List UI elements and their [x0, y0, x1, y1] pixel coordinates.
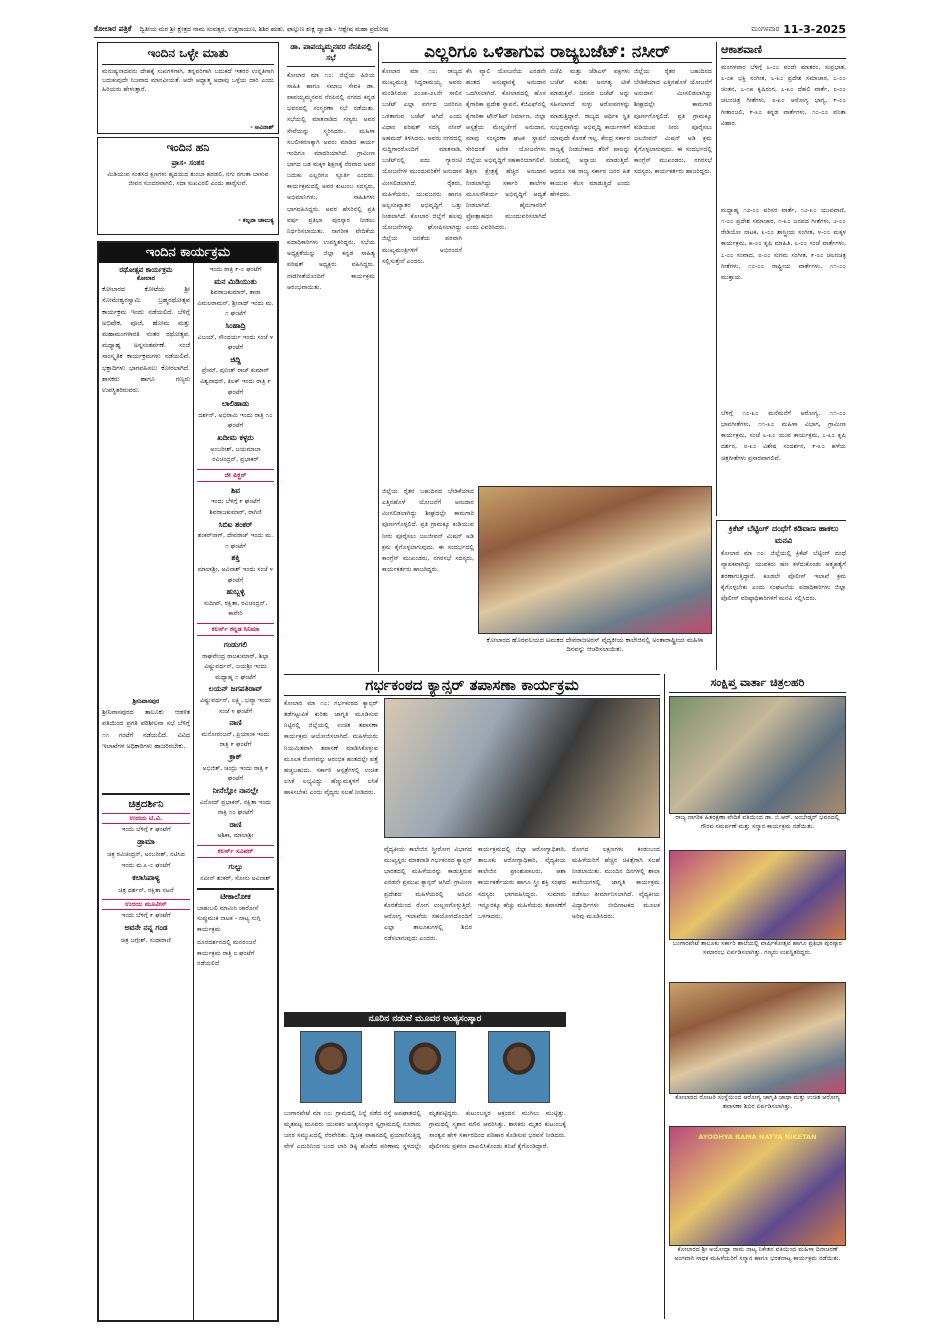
paper-name: ಕೋಲಾರ ಪತ್ರಿಕೆ — [94, 24, 132, 34]
radio-text: ಬೆಳಿಗ್ಗೆ ೧೦-೩೦ ಮನೆಮನೆಗೆ ಆರೋಗ್ಯ, ೧೧-೦೦ ಭಾವಗೀತೆಗಳು, ೧೧-೩೦ ಮಹಿಳಾ ವಿಭಾಗ, ಗ್ರಾಮೀಣ ಕಾರ್ಯಕ್ರಮ, ಸಂಜೆ ೬-೩೦ ಯುವ ಕಾರ್ಯಕ್ರಮ, ೭-೩೦ ಕೃಷಿ ದರ್ಶನ, ೮-೩೦ ವಿಶೇಷ ಸಂದರ್ಶನ, ೯-೩೦ ಹಳೆಯ ಚಿತ್ರಗೀತೆಗಳು ಪ್ರಸಾರವಾಗಲಿವೆ. — [721, 409, 846, 462]
news-caption: ಬಂಗಾರಪೇಟೆ ತಾಲೂಕು ಸರ್ಕಾರಿ ಶಾಲೆಯಲ್ಲಿ ವಾರ್ಷಿಕೋತ್ಸವ ಹಾಗೂ ಪ್ರತಿಭಾ ಪುರಸ್ಕಾರ ಸಮಾರಂಭ ಏರ್ಪಡಿಸಲಾಗಿತ್ತು. ಗಣ್ಯರು ಉಪಸ್ಥಿತರಿದ್ದರು. — [672, 940, 843, 956]
good-words-text: ಮನುಷ್ಯನಾದವನು ದೇಹಕ್ಕೆ ಸುಖಗಳಿಗಾಗಿ, ತನ್ನವರಿಗಾಗಿ ಬದುಕದೆ ಇತರರ ಉನ್ನತಿಗಾಗಿ ಬದುಕುವುದೇ ನಿಜವಾದ ಮಾನವೀಯತೆ. ಅದೇ ಆಧ್ಯಾತ್ಮ ಅದಾವು ಒಳ್ಳೆಯ ದಾರಿ ಎಂದು ಹಿರಿಯರು ಹೇಳುತ್ತಾರೆ. — [102, 68, 274, 94]
program-text: ಶಿವರಾಜಕುಮಾರ್, ತಾರಾ ವಿಮಲರಾಮನ್, ಶ್ರೀನಾಥ್ ಇಂದು ಮ. ೧ ಘಂಟೆಗೆ — [197, 289, 274, 318]
program-text: ಸುದೀಪ್, ರಕ್ಷಿತಾ, ರವಿಚಂದ್ರನ್, ಕಾವೇರಿ — [203, 599, 268, 618]
hani-subtitle: ಪ್ರಾಸ- ಸಂತಸ — [171, 157, 205, 167]
program-text: ಅಶಿಕಾ, ಮಾಲಾಶ್ರೀ — [217, 832, 254, 840]
tribute-headline: ನೂರಿನ ನಡುವೆ ಮೂವರ ಅಂತ್ಯಸಂಸ್ಕಾರ — [284, 1012, 566, 1027]
news-caption: ಕೋಲಾರದ ರೋಟರಿ ಸಂಸ್ಥೆಯಿಂದ ಆರೋಗ್ಯ ಜಾಗೃತಿ ಜಾಥಾ ಮತ್ತು ಉಚಿತ ಆರೋಗ್ಯ ತಪಾಸಣಾ ಶಿಬಿರ ಏರ್ಪಡಿಸಲಾಗಿತ್ತು. — [675, 1094, 840, 1110]
news-caption: ರಾಜ್ಯ ನಾಗರಿಕ ಹಿತರಕ್ಷಣಾ ವೇದಿಕೆ ವತಿಯಿಂದ ಡಾ. ಬಿ.ಆರ್. ಅಂಬೇಡ್ಕರ್ ಭವನದಲ್ಲಿ ಗೌರವ ಸಮರ್ಪಣೆ ಮತ್ತು ಸನ್ಮಾನ ಕಾರ್ಯಕ್ರಮ ನಡೆಯಿತು. — [675, 814, 840, 830]
masthead-date: 11-3-2025 — [783, 22, 846, 36]
chitra-item: ಇಂದು ಮ.೩-೦ ಘಂಟೆಗೆ — [121, 861, 171, 869]
todays-hani-box — [97, 137, 279, 235]
short-news-headline: ಸಂಕ್ಷಿಪ್ತ ವಾರ್ತಾ ಚಿತ್ರಲಹರಿ — [669, 674, 846, 693]
program-title: ಲಯನ್ ಜಗಪತಿರಾವ್ — [208, 684, 263, 694]
program-block — [197, 398, 274, 432]
programs-title: ಇಂದಿನ ಕಾರ್ಯಕ್ರಮ — [99, 243, 277, 263]
cancer-col: ಕಾರ್ಯಕ್ರಮದಲ್ಲಿ ಜಿಲ್ಲಾ ಆರೋಗ್ಯಾಧಿಕಾರಿ, ತಾಲೂಕು ಆರೋಗ್ಯಾಧಿಕಾರಿ, ವೈದ್ಯಕೀಯ ಕಾಲೇಜಿನ ಪ್ರಾಂಶುಪಾಲರು, ಆಶಾ ಕಾರ್ಯಕರ್ತೆಯರು ಹಾಗೂ ಸ್ತ್ರೀ ಶಕ್ತಿ ಸಂಘದ ಸದಸ್ಯರು ಭಾಗವಹಿಸಿದ್ದರು. ಸುಮಾರು ಇನ್ನೂರಕ್ಕೂ ಹೆಚ್ಚು ಮಹಿಳೆಯರು ತಪಾಸಣೆಗೆ ಒಳಗಾದರು. — [478, 846, 566, 920]
program-title: ಮನ ಮಿಡಿಯುತು — [214, 276, 257, 286]
news-photo — [669, 1126, 846, 1246]
lead-story — [382, 42, 712, 484]
rathotsava-place: ಕೋಲಾರ — [136, 275, 156, 283]
programs-right-column — [194, 263, 277, 1320]
radio-box — [716, 42, 846, 516]
lead-col: ಕೋಲಾರ ಮಾ ೧೦: ರಾಜ್ಯದ ಮುಖ್ಯಮಂತ್ರಿ ಸಿದ್ದರಾಮಯ್ಯ ಅವರು ಮಂಡಿಸಿರುವ ೨೦೨೫-೨೬ನೇ ಸಾಲಿನ ಬಜೆಟ್ ಎಲ್ಲಾ ವರ್ಗದ ಜನರಿಗೂ ಒಳಿತಾಗುವ ಬಜೆಟ್ ಆಗಿದೆ ಎಂದು ವಿಧಾನ ಪರಿಷತ್ ಸದಸ್ಯ ನಸೀರ್ ಅಹಮದ್ ತಿಳಿಸಿದರು. ಅವರು ನಗರದಲ್ಲಿ ಸುದ್ದಿಗಾರರೊಂದಿಗೆ ಮಾತನಾಡಿ, ಬಜೆಟ್‌ನಲ್ಲಿ ಐದು ಗ್ಯಾರಂಟಿ ಯೋಜನೆಗಳ ಮುಂದುವರಿಕೆಗೆ ಅನುದಾನ ಮೀಸಲಿಡಲಾಗಿದೆ. ರೈತರು, ಮಹಿಳೆಯರು, ಯುವಜನರು ಹಾಗೂ ಅಲ್ಪಸಂಖ್ಯಾತರ ಅಭಿವೃದ್ಧಿಗೆ ಒತ್ತು ನೀಡಲಾಗಿದೆ. ಕೋಲಾರ ಜಿಲ್ಲೆಗೆ ಹಲವು ಯೋಜನೆಗಳನ್ನು ಘೋಷಿಸಲಾಗಿದ್ದು ಜಿಲ್ಲೆಯ ಜನತೆಯ ಪರವಾಗಿ ಮುಖ್ಯಮಂತ್ರಿಗಳಿಗೆ ಅಭಿನಂದನೆ ಸಲ್ಲಿಸುತ್ತೇನೆ ಎಂದರು. — [382, 68, 462, 265]
udaya-item: ಚಿತ್ರ ಜಗ್ಗೇಶ್, ಸುಧಾರಾಣಿ — [120, 936, 172, 944]
tv-item: ಬಾಹುಬಲಿ ಮಾಮಿಸಿ ಚಾರೋಸೆ ಸುಪ್ಪುಮುಕ ನಾಟಕ - ನಾಟ್ಯ ಸುಗ್ಗಿ ಕಾರ್ಯಕ್ರಮ — [197, 904, 261, 933]
rathotsava-text: ಕೋಲಾರದ ಕೋಟೆಯ ಶ್ರೀ ಸೋಮೇಶ್ವರಸ್ವಾಮಿ ಬ್ರಹ್ಮರಥೋತ್ಸವ ಕಾರ್ಯಕ್ರಮ ಇಂದು ನಡೆಯಲಿದೆ. ಬೆಳಿಗ್ಗೆ ಅಭಿಷೇಕ, ಪೂಜೆ, ಹೋಮ ಮತ್ತು ಮಹಾಮಂಗಳಾರತಿ ನಂತರ ರಥೋತ್ಸವ. ಮಧ್ಯಾಹ್ನ ಅನ್ನಸಂತರ್ಪಣೆ. ಸಂಜೆ ಸಾಂಸ್ಕೃತಿಕ ಕಾರ್ಯಕ್ರಮಗಳು ನಡೆಯಲಿವೆ. ಭಕ್ತಾದಿಗಳು ಭಾಗವಹಿಸಲು ಕೋರಲಾಗಿದೆ. ಶಾಸಕರು ಹಾಗೂ ಗಣ್ಯರು ಉಪಸ್ಥಿತರಿರುವರು. — [102, 285, 190, 394]
radio-text: ಮಧ್ಯಾಹ್ನ ೧೨-೦೦ ಪರಿಸರ ವಾರ್ತೆ, ೧೨-೩೦ ಯುವವಾಣಿ, ೧-೦೦ ಪ್ರದೇಶ ಸಮಾಚಾರ, ೧-೩೦ ಜನಪದ ಗೀತೆಗಳು, ೨-೦೦ ರೇಡಿಯೋ ನಾಟಕ, ೩-೦೦ ಶಾಸ್ತ್ರೀಯ ಸಂಗೀತ, ೪-೦೦ ಮಕ್ಕಳ ಕಾರ್ಯಕ್ರಮ, ೫-೦೦ ಕೃಷಿ ಮಾಹಿತಿ, ೬-೦೦ ಸಂಜೆ ವಾರ್ತೆಗಳು, ೭-೦೦ ಸಂವಾದ, ೮-೦೦ ಸುಗಮ ಸಂಗೀತ, ೯-೦೦ ಚಲನಚಿತ್ರ ಗೀತೆಗಳು, ೧೦-೦೦ ರಾಷ್ಟ್ರೀಯ ವಾರ್ತೆಗಳು, ೧೧-೦೦ ಮುಕ್ತಾಯ. — [721, 206, 846, 281]
good-words-author: - ಅವಿನಾಶ್ — [250, 124, 274, 132]
program-title: ರಾಣಿ — [229, 819, 242, 829]
srinivasapura-text: ಶ್ರೀನಿವಾಸಪುರದ ತಾಲೂಕು ಆಡಳಿತ ವತಿಯಿಂದ ಪ್ರಗತಿ ಪರಿಶೀಲನಾ ಸಭೆ ಬೆಳಿಗ್ಗೆ ೧೧ ಗಂಟೆಗೆ ನಡೆಯಲಿದೆ. ವಿವಿಧ ಇಲಾಖೆಗಳ ಅಧಿಕಾರಿಗಳು ಹಾಜರಿರಬೇಕು. — [102, 708, 190, 750]
person-photo — [300, 1031, 362, 1103]
hani-author: - ಕಲ್ಪನಾ ಚಾಲುಕ್ಯ — [238, 216, 274, 224]
program-block — [197, 717, 274, 751]
program-text: ಅಭಿಜಿತ್, ಚಂದ್ರು ಇಂದು ರಾತ್ರಿ ೯ ಘಂಟೆಗೆ — [202, 764, 269, 783]
program-block — [197, 586, 274, 620]
chitra-item: ಚಿತ್ರ ರವಿಚಂದ್ರನ್, ಅಂಬರೀಶ್, ನಟಿಸಿದ — [107, 850, 185, 858]
udaya-list — [102, 910, 190, 946]
zee-picture-channel: ಜೀ ಪಿಕ್ಚರ್ — [197, 469, 274, 482]
program-text: ಅಂಬರೀಶ್, ಜಯಮಾಲಾ ರವಿಚಂದ್ರನ್, ಪ್ರಭಾಕರ್ — [210, 445, 261, 464]
news-photo — [669, 850, 846, 940]
lead-photo-caption: ಕೋಲಾರದ ಹೊರವಲಯದ ಟಮಕದ ದೇವರಾಜಅರಸ್ ವೈದ್ಯಕೀಯ ಕಾಲೇಜಿನಲ್ಲಿ ಅಂತಾರಾಷ್ಟ್ರೀಯ ಮಹಿಳಾ ದಿನವನ್ನು ಆಚರಿಸಲಾಯಿತು. — [486, 636, 704, 654]
programs-left-column — [99, 263, 194, 1320]
program-text: ಪ್ರೇಮ್, ಪುನೀತ್ ರಾಜ್ ಕುಮಾರ್ ವಿಶ್ವನಾಥನ್, ತಿಲಕ್ ಇಂದು ರಾತ್ರಿ ೯ ಘಂಟೆಗೆ — [200, 367, 271, 396]
radio-text: ಮಂಗಳವಾರ ಬೆಳಿಗ್ಗೆ ೬-೦೦ ವಂದೇ ಮಾತರಂ, ಸುಪ್ರಭಾತ, ೬-೦೫ ಭಕ್ತಿ ಸಂಗೀತ, ೬-೩೦ ಪ್ರದೇಶ ಸಮಾಚಾರ, ೭-೦೦ ಚಿಂತನ, ೭-೧೫ ಕೃಷಿರಂಗ, ೭-೩೦ ದೆಹಲಿ ವಾರ್ತೆ, ೮-೦೦ ಚಲನಚಿತ್ರ ಗೀತೆಗಳು, ೮-೩೦ ಆರೋಗ್ಯ ಭಾಗ್ಯ, ೯-೦೦ ಗೀತಾಂಜಲಿ, ೯-೩೦ ಕನ್ನಡ ವಾರ್ತೆಗಳು, ೧೦-೦೦ ವನಿತಾ ವಿಹಾರ. — [721, 63, 846, 127]
good-words-title: ಇಂದಿನ ಒಳ್ಳೇ ಮಾತು — [102, 45, 274, 65]
program-text: ರಾಘವೇಂದ್ರ ರಾಜಕುಮಾರ್, ಶಿಲ್ಪಾ ವಿಷ್ಣುವರ್ಧನ್, ಜಯಶ್ರೀ ಇಂದು ಮಧ್ಯಾಹ್ನ ೧ ಘಂಟೆಗೆ — [202, 652, 269, 681]
cancer-col: ವೈದ್ಯಕೀಯ ಕಾಲೇಜಿನ ಸ್ತ್ರೀರೋಗ ವಿಭಾಗದ ಮುಖ್ಯಸ್ಥರು ಮಾತನಾಡಿ ಗರ್ಭಕಂಠದ ಕ್ಯಾನ್ಸರ್ ಭಾರತದಲ್ಲಿ ಮಹಿಳೆಯರನ್ನು ಕಾಡುತ್ತಿರುವ ಎರಡನೇ ಪ್ರಮುಖ ಕ್ಯಾನ್ಸರ್ ಆಗಿದೆ. ಗ್ರಾಮೀಣ ಪ್ರದೇಶದ ಮಹಿಳೆಯರಲ್ಲಿ ಅರಿವಿನ ಕೊರತೆಯಿಂದ ರೋಗ ಉಲ್ಬಣಗೊಳ್ಳುತ್ತಿದೆ. ಆರೋಗ್ಯ ಇಲಾಖೆಯ ಸಹಯೋಗದೊಂದಿಗೆ ಎಲ್ಲಾ ತಾಲೂಕುಗಳಲ್ಲಿ ಶಿಬಿರ ನಡೆಸಲಾಗುವುದು ಎಂದರು. — [384, 846, 472, 943]
person-photo — [488, 1031, 550, 1103]
good-words-box — [97, 42, 279, 134]
masthead-tagline: ದ್ವಿತೀಯ ಮಠ ಶ್ರೀ ಕ್ಷೇತ್ರದ ನಾಮ ಸಂವತ್ಸರ, ಉತ್ತರಾಯಣ, ಶಿಶಿರ ಋತು, ಫಾಲ್ಗುಣ ಶುಕ್ಲ ದ್ವಾದಶಿ - ಆಶ್ಲೇಷ ಮಹಾ ಪ್ರದೋಷ — [139, 25, 389, 33]
lead-story-continued: ಜಿಲ್ಲೆಯ ರೈತರ ಬಹುದಿನದ ಬೇಡಿಕೆಯಾದ ಎತ್ತಿನಹೊಳೆ ಯೋಜನೆಗೆ ಅನುದಾನ ಮೀಸಲಿಡಲಾಗಿದ್ದು ಶೀಘ್ರದಲ್ಲೇ ಕಾಮಗಾರಿ ಪೂರ್ಣಗೊಳ್ಳಲಿದೆ. ಪ್ರತಿ ಗ್ರಾಮಕ್ಕೂ ಕುಡಿಯುವ ನೀರು ಪೂರೈಸಲು ಜಲಜೀವನ್ ಮಿಷನ್ ಅಡಿ ಕ್ರಮ ಕೈಗೊಳ್ಳಲಾಗುವುದು. ಈ ಸಂದರ್ಭದಲ್ಲಿ ಕಾಂಗ್ರೆಸ್ ಮುಖಂಡರು, ನಗರಸಭೆ ಸದಸ್ಯರು, ಕಾರ್ಯಕರ್ತರು ಹಾಜರಿದ್ದರು. — [382, 488, 474, 574]
program-title: ಕ್ರಾಕ್ — [229, 751, 242, 761]
program-title: ಗಂಡುಗಲಿ — [223, 640, 248, 649]
program-block — [197, 819, 274, 842]
program-title: ಹುಬ್ಬಳ್ಳಿ — [226, 587, 245, 597]
program-text: ನವೀನ್ ಶಂಕರ್, ಸೋನು ಅವಿನಾಶ್ — [200, 874, 271, 882]
program-block — [197, 861, 274, 884]
person-photo — [394, 1031, 456, 1103]
program-title: ಗುಲ್ಟು — [228, 861, 243, 871]
lead-photo — [478, 486, 712, 634]
program-block — [197, 432, 274, 466]
program-text: ವಿನೋದ್ ಪ್ರಭಾಕರ್, ರಕ್ಷಿತಾ ಇಂದು ರಾತ್ರಿ ೧೦ ಘಂಟೆಗೆ — [199, 798, 272, 817]
news-photo — [669, 982, 846, 1094]
chitra-channel: ಉದಯ ಟಿ.ವಿ. — [102, 813, 190, 824]
chitra-item: ಇಂದು ಬೆಳಿಗ್ಗೆ ೯ ಘಂಟೆಗೆ — [121, 826, 171, 834]
program-block — [197, 519, 274, 553]
side-story — [284, 42, 379, 672]
program-title: ಖದೀಮ ಕಳ್ಳರು — [217, 432, 254, 442]
news-caption: ಕೋಲಾರದ ಶ್ರೀ ಅಯೋಧ್ಯಾ ರಾಮ ನಾಟ್ಯ ನಿಕೇತನ ವತಿಯಿಂದ ಮಹಿಳಾ ದಿನಾಚರಣೆ ಅಂಗವಾಗಿ ಸಾಧಕ ಮಹಿಳೆಯರಿಗೆ ಸನ್ಮಾನ ಹಾಗೂ ಭರತನಾಟ್ಯ ಕಾರ್ಯಕ್ರಮ ನಡೆಯಿತು. — [674, 1246, 841, 1262]
tribute-text: ಬಂಗಾರಪೇಟೆ ಮಾ ೧೦: ಗ್ರಾಮದಲ್ಲಿ ನಿನ್ನೆ ನಡೆದ ರಸ್ತೆ ಅಪಘಾತದಲ್ಲಿ ಮೃತಪಟ್ಟ ಮೂವರು ಯುವಕರ ಅಂತ್ಯಸಂಸ್ಕಾರ ಸ್ವಗ್ರಾಮದಲ್ಲಿ ನೂರಾರು ಜನರ ಸಮ್ಮುಖದಲ್ಲಿ ನೆರವೇರಿತು. ದ್ವಿಚಕ್ರ ವಾಹನದಲ್ಲಿ ಪ್ರಯಾಣಿಸುತ್ತಿದ್ದ ವೇಳೆ ಎದುರಿನಿಂದ ಬಂದ ಲಾರಿ ಡಿಕ್ಕಿ ಹೊಡೆದ ಪರಿಣಾಮ ಸ್ಥಳದಲ್ಲೇ ಮೃತಪಟ್ಟಿದ್ದರು. ಕುಟುಂಬಸ್ಥರ ಆಕ್ರಂದನ ಮುಗಿಲು ಮುಟ್ಟಿತ್ತು. ಗ್ರಾಮದಲ್ಲಿ ಸ್ಮಶಾನ ಮೌನ ಆವರಿಸಿತ್ತು. ಶಾಸಕರು ಮೃತರ ಕುಟುಂಬಕ್ಕೆ ಸಾಂತ್ವನ ಹೇಳಿ ಸರ್ಕಾರದಿಂದ ಪರಿಹಾರ ಕೊಡಿಸುವ ಭರವಸೆ ನೀಡಿದರು. ಪೊಲೀಸರು ಪ್ರಕರಣ ದಾಖಲಿಸಿಕೊಂಡು ತನಿಖೆ ಕೈಗೊಂಡಿದ್ದಾರೆ. — [284, 1110, 566, 1151]
cancer-col: ರೋಗದ ಲಕ್ಷಣಗಳು ಕಂಡುಬಂದ ಮಹಿಳೆಯರಿಗೆ ಹೆಚ್ಚಿನ ಚಿಕಿತ್ಸೆಗಾಗಿ ಸಲಹೆ ನೀಡಲಾಯಿತು. ಮುಂದಿನ ದಿನಗಳಲ್ಲಿ ಶಾಲಾ ಕಾಲೇಜುಗಳಲ್ಲಿ ಜಾಗೃತಿ ಕಾರ್ಯಕ್ರಮ ನಡೆಸಲು ತೀರ್ಮಾನಿಸಲಾಗಿದೆ. ವೈದ್ಯಕೀಯ ವಿದ್ಯಾರ್ಥಿಗಳು ಬೀದಿನಾಟಕದ ಮೂಲಕ ಅರಿವು ಮೂಡಿಸಿದರು. — [572, 846, 660, 920]
udaya-item: ಇಂದು ಬೆಳಿಗ್ಗೆ ೯ ಘಂಟೆಗೆ — [121, 912, 171, 920]
masthead-day: ಮಂಗಳವಾರ — [751, 25, 780, 34]
program-text: ಮಾಲಾಶ್ರೀ, ಅವಿನಾಶ್ ಇಂದು ಸಂಜೆ ೪ ಘಂಟೆಗೆ — [197, 566, 274, 584]
program-title: ಶಿವ — [231, 485, 240, 495]
program-text: ವಿಷ್ಣುವರ್ಧನ್, ಲಕ್ಷ್ಮಿ, ಭವ್ಯಾ ಇಂದು ಸಂಜೆ ೪ ಘಂಟೆಗೆ — [200, 697, 271, 715]
program-text: ಇಂದು ಬೆಳಿಗ್ಗೆ ೯ ಘಂಟೆಗೆ ಶಿವರಾಜಕುಮಾರ್, ರಾಗಿಣಿ — [209, 498, 262, 516]
colors-kannada-cinema-channel: ಕಲರ್ಸ್ ಕನ್ನಡ ಸಿನಿಮಾ — [197, 623, 274, 636]
program-title: ಸಿಂಹಾದ್ರಿ — [225, 320, 246, 330]
chitra-item: ಕಲಾಸಿಪಾಳ್ಯ — [132, 873, 160, 882]
program-title: ನಾಣಿ — [229, 718, 242, 728]
program-block — [197, 683, 274, 717]
program-block — [197, 552, 274, 586]
news-photo — [669, 696, 846, 814]
program-title: ಜಿದ್ದಿ — [230, 354, 241, 364]
program-block — [197, 785, 274, 819]
hani-title: ಇಂದಿನ ಹನಿ — [166, 141, 210, 154]
colors-super-channel: ಕಲರ್ಸ್ ಸೂಪರ್ — [197, 845, 274, 858]
program-text: ಶಂಕರ್‌ನಾಗ್, ದೇವರಾಜ್ ಇಂದು ಮ. ೧ ಘಂಟೆಗೆ — [197, 532, 274, 550]
program-block — [197, 354, 274, 398]
short-news — [664, 674, 846, 1319]
program-block — [197, 751, 274, 785]
program-title: ಸಿಬಿಐ ಶಂಕರ್ — [218, 519, 253, 529]
program-block — [197, 320, 274, 354]
srinivasapura-heading: ಶ್ರೀನಿವಾಸಪುರ — [132, 698, 160, 706]
lead-col: ಬಿಜೆಪಿ ಮತ್ತು ಜೆಡಿಎಸ್ ಪಕ್ಷಗಳು ಬಜೆಟ್ ಕುರಿತು ಅನಗತ್ಯ ಟೀಕೆ ಮಾಡುತ್ತಿವೆ. ಜನಪರ ಬಜೆಟ್ ಅನ್ನು ಸಹಿಸಲಾಗದೆ ಸುಳ್ಳು ಆರೋಪಗಳನ್ನು ಮಾಡುತ್ತಿದ್ದಾರೆ. ರಾಜ್ಯದ ಆರ್ಥಿಕ ಸ್ಥಿತಿ ಸುಭದ್ರವಾಗಿದ್ದು ಅಭಿವೃದ್ಧಿ ಕಾರ್ಯಗಳಿಗೆ ಯಾವುದೇ ಕೊರತೆ ಇಲ್ಲ. ಕೇಂದ್ರ ಸರ್ಕಾರ ರಾಜ್ಯಕ್ಕೆ ನೀಡಬೇಕಾದ ತೆರಿಗೆ ಪಾಲನ್ನು ನೀಡುವಲ್ಲಿ ಅನ್ಯಾಯ ಮಾಡುತ್ತಿದೆ. ಆದರೂ ಸಹ ರಾಜ್ಯ ಸರ್ಕಾರ ಜನರ ಹಿತ ಕಾಯುವ ಕೆಲಸ ಮಾಡುತ್ತಿದೆ ಎಂದು ಹೇಳಿದರು. — [550, 68, 630, 198]
program-text: ಮನೋರಂಜನ್, ಪ್ರಿಯಾಂಕ ಇಂದು ರಾತ್ರಿ ೯ ಘಂಟೆಗೆ — [201, 730, 270, 749]
program-block — [197, 485, 274, 519]
side-story-headline: ಡಾ. ಪಾಪಯ್ಯಮ್ಮನವರ ನೆನಪಿನಲ್ಲಿ ಸಭೆ — [287, 42, 375, 67]
hani-text: ಮಿಡಿಯುವ ಸಂತಸದ ಕ್ಷಣಗಳು ಹೃದಯದ ತುಂಬಾ ಹರಡಲಿ, ನಗು ನಗುತಾ ಬಾಳುವ ಜೀವನ ಸುಂದರವಾಗಲಿ, ಸದಾ ಸುಖವಿರಲಿ ಎಂದು ಹಾರೈಸುವೆ. — [107, 170, 269, 187]
udaya-item: ಅವನೇ ನನ್ನ ಗಂಡ — [124, 923, 168, 933]
udaya-movies-channel: ಉದಯ ಮೂವೀಸ್ — [102, 899, 190, 910]
programs-section — [97, 241, 279, 1322]
chitra-item: ಡ್ರಾಮಾ — [137, 837, 155, 847]
program-block — [197, 265, 274, 320]
masthead — [94, 22, 846, 38]
radio-title: ಆಕಾಶವಾಣಿ — [721, 42, 846, 59]
cancer-headline: ಗರ್ಭಕಂಠದ ಕ್ಯಾನ್ಸರ್ ತಪಾಸಣಾ ಕಾರ್ಯಕ್ರಮ — [284, 674, 660, 696]
chitra-list — [102, 824, 190, 896]
cricket-headline: ಕ್ರಿಕೆಟ್ ಬೆಟ್ಟಿಂಗ್ ದಂಧೆಗೆ ಕಡಿವಾಣ ಹಾಕಲು ಮನವಿ — [728, 524, 839, 545]
program-title: ಶಕ್ತಿ — [231, 553, 240, 563]
tv-title: ಟೀಕಾಲೋಕ — [220, 892, 251, 902]
lead-col: ಜಿಲ್ಲೆಯ ರೈತರ ಬಹುದಿನದ ಬೇಡಿಕೆಯಾದ ಎತ್ತಿನಹೊಳೆ ಯೋಜನೆಗೆ ಅನುದಾನ ಮೀಸಲಿಡಲಾಗಿದ್ದು ಶೀಘ್ರದಲ್ಲೇ ಕಾಮಗಾರಿ ಪೂರ್ಣಗೊಳ್ಳಲಿದೆ. ಪ್ರತಿ ಗ್ರಾಮಕ್ಕೂ ಕುಡಿಯುವ ನೀರು ಪೂರೈಸಲು ಜಲಜೀವನ್ ಮಿಷನ್ ಅಡಿ ಕ್ರಮ ಕೈಗೊಳ್ಳಲಾಗುವುದು. ಈ ಸಂದರ್ಭದಲ್ಲಿ ಕಾಂಗ್ರೆಸ್ ಮುಖಂಡರು, ನಗರಸಭೆ ಸದಸ್ಯರು, ಕಾರ್ಯಕರ್ತರು ಹಾಜರಿದ್ದರು. — [634, 68, 712, 176]
program-time: ಇಂದು ರಾತ್ರಿ ೯-೦ ಘಂಟೆಗೆ — [209, 266, 262, 273]
chitradarshini-heading: ಚಿತ್ರದರ್ಶಿನಿ — [128, 799, 164, 811]
program-title: ನೀನೆಲ್ಲೋ ನಾನಲ್ಲೇ — [212, 785, 259, 795]
program-text: ದರ್ಶನ್, ಅಭಿರಾಮಿ ಇಂದು ರಾತ್ರಿ ೧೦ ಘಂಟೆಗೆ — [198, 411, 273, 430]
lead-headline: ಎಲ್ಲರಿಗೂ ಒಳಿತಾಗುವ ರಾಜ್ಯಬಜೆಟ್: ನಸೀರ್ — [382, 42, 712, 63]
side-story-text: ಕೋಲಾರ ಮಾ ೧೦: ಜಿಲ್ಲೆಯ ಹಿರಿಯ ಸಾಹಿತಿ ಹಾಗೂ ಸಮಾಜ ಸೇವಕಿ ಡಾ. ಪಾಪಯ್ಯಮ್ಮನವರ ನೆನಪಿನಲ್ಲಿ ನಗರದ ಕನ್ನಡ ಭವನದಲ್ಲಿ ಸಂಸ್ಮರಣಾ ಸಭೆ ನಡೆಯಿತು. ಸಭೆಯಲ್ಲಿ ಮಾತನಾಡಿದ ಗಣ್ಯರು ಅವರ ಸೇವೆಯನ್ನು ಸ್ಮರಿಸಿದರು. ಮಹಿಳಾ ಸಬಲೀಕರಣಕ್ಕಾಗಿ ಅವರು ಮಾಡಿದ ಕಾರ್ಯ ಇಂದಿಗೂ ಮಾದರಿಯಾಗಿದೆ. ಗ್ರಾಮೀಣ ಭಾಗದ ಬಡ ಮಕ್ಕಳ ಶಿಕ್ಷಣಕ್ಕೆ ನೆರವಾದ ಅವರ ಬದುಕು ಎಲ್ಲರಿಗೂ ಸ್ಫೂರ್ತಿ ಎಂದರು. ಕಾರ್ಯಕ್ರಮದಲ್ಲಿ ಅವರ ಕುಟುಂಬ ಸದಸ್ಯರು, ಅಭಿಮಾನಿಗಳು, ಸಾಹಿತಿಗಳು ಭಾಗವಹಿಸಿದ್ದರು. ಅವರ ಹೆಸರಿನಲ್ಲಿ ಪ್ರತಿ ವರ್ಷ ಪ್ರತಿಭಾ ಪುರಸ್ಕಾರ ನೀಡಲು ನಿರ್ಧರಿಸಲಾಯಿತು. ನಾಗರೀಕ ವೇದಿಕೆಯ ಪದಾಧಿಕಾರಿಗಳು ಉಪಸ್ಥಿತರಿದ್ದರು. ಸಭೆಯ ಅಧ್ಯಕ್ಷತೆಯನ್ನು ಜಿಲ್ಲಾ ಕನ್ನಡ ಸಾಹಿತ್ಯ ಪರಿಷತ್ ಅಧ್ಯಕ್ಷರು ವಹಿಸಿದ್ದರು. ನಾಡಗೀತೆಯೊಂದಿಗೆ ಕಾರ್ಯಕ್ರಮ ಆರಂಭವಾಯಿತು. — [287, 71, 375, 291]
cricket-story — [716, 520, 846, 670]
cancer-photo — [384, 698, 660, 838]
cricket-text: ಕೋಲಾರ ಮಾ ೧೦: ಜಿಲ್ಲೆಯಲ್ಲಿ ಕ್ರಿಕೆಟ್ ಬೆಟ್ಟಿಂಗ್ ದಂಧೆ ವ್ಯಾಪಕವಾಗಿದ್ದು ಯುವಕರು ಹಣ ಕಳೆದುಕೊಂಡು ಆತ್ಮಹತ್ಯೆಗೆ ಶರಣಾಗುತ್ತಿದ್ದಾರೆ. ಕೂಡಲೇ ಪೊಲೀಸ್ ಇಲಾಖೆ ಕ್ರಮ ಕೈಗೊಳ್ಳಬೇಕು ಎಂದು ಸಂಘಟನೆಯ ಪದಾಧಿಕಾರಿಗಳು ಜಿಲ್ಲಾ ಪೊಲೀಸ್ ವರಿಷ್ಠಾಧಿಕಾರಿಗಳಿಗೆ ಮನವಿ ಸಲ್ಲಿಸಿದರು. — [721, 550, 846, 602]
program-text: ವಿಜಯ್, ಸೌಂದರ್ಯ ಇಂದು ಸಂಜೆ ೪ ಘಂಟೆಗೆ — [197, 333, 274, 352]
cancer-story — [284, 674, 660, 1319]
program-title: ಲಾಲಿಹಾಡು — [221, 399, 250, 409]
news-banner: AYODHYA RAMA NATYA NIKETAN — [698, 1133, 817, 1141]
tv-item: ದೂರದರ್ಶನದಲ್ಲಿ ಮನರಂಜನೆ ಕಾರ್ಯಕ್ರಮ ರಾತ್ರಿ ೮ ಘಂಟೆಗೆ ನಡೆಯಲಿದೆ — [197, 939, 257, 968]
cancer-col: ಕೋಲಾರ ಮಾ ೧೦: ಗರ್ಭಕಂಠದ ಕ್ಯಾನ್ಸರ್ ತಡೆಗಟ್ಟುವಿಕೆ ಕುರಿತು ಜಾಗೃತಿ ಮೂಡಿಸುವ ನಿಟ್ಟಿನಲ್ಲಿ ಜಿಲ್ಲೆಯಲ್ಲಿ ಉಚಿತ ತಪಾಸಣಾ ಕಾರ್ಯಕ್ರಮ ಆಯೋಜಿಸಲಾಗಿದೆ. ಮಹಿಳೆಯರು ನಿಯಮಿತವಾಗಿ ತಪಾಸಣೆ ಮಾಡಿಸಿಕೊಳ್ಳುವ ಮೂಲಕ ರೋಗವನ್ನು ಆರಂಭಿಕ ಹಂತದಲ್ಲೇ ಪತ್ತೆ ಹಚ್ಚಬಹುದು. ಸರ್ಕಾರಿ ಆಸ್ಪತ್ರೆಗಳಲ್ಲಿ ಉಚಿತ ಲಸಿಕೆ ಲಭ್ಯವಿದ್ದು ಹೆಣ್ಣುಮಕ್ಕಳಿಗೆ ಲಸಿಕೆ ಹಾಕಿಸಬೇಕು ಎಂದು ವೈದ್ಯರು ಸಲಹೆ ನೀಡಿದರು. — [284, 700, 378, 797]
tribute-box — [284, 1012, 566, 1312]
chitra-item: ಚಿತ್ರ ದರ್ಶನ್, ರಕ್ಷಿತಾ ನಟನೆ — [118, 886, 174, 894]
tv-section — [197, 888, 274, 970]
rathotsava-heading: ರಥೋತ್ಸವ ಕಾರ್ಯಕ್ರಮ — [119, 266, 173, 274]
lead-col: ಕೆಸಿ ವ್ಯಾಲಿ ಯೋಜನೆಯ ಎರಡನೇ ಹಂತದ ಅನುಷ್ಠಾನಕ್ಕೆ ಅನುದಾನ ಒದಗಿಸಲಾಗಿದೆ. ಕೋಲಾರದಲ್ಲಿ ಹೊಸ ಕೈಗಾರಿಕಾ ಪ್ರದೇಶ ಸ್ಥಾಪನೆ, ಕೆಜಿಎಫ್‌ನಲ್ಲಿ ಕೈಗಾರಿಕಾ ಟೌನ್‌ಶಿಪ್ ನಿರ್ಮಾಣ, ಜಿಲ್ಲಾ ಆಸ್ಪತ್ರೆಯ ಮೇಲ್ದರ್ಜೆಗೆ ಅನುದಾನ, ಮಾವು ಸಂಸ್ಕರಣಾ ಘಟಕ ಸ್ಥಾಪನೆ ಸೇರಿದಂತೆ ಅನೇಕ ಯೋಜನೆಗಳು ಜಿಲ್ಲೆಯ ಅಭಿವೃದ್ಧಿಗೆ ಸಹಕಾರಿಯಾಗಲಿವೆ. ಶಿಕ್ಷಣ ಕ್ಷೇತ್ರಕ್ಕೆ ಹೆಚ್ಚಿನ ಅನುದಾನ ನೀಡಲಾಗಿದ್ದು ಸರ್ಕಾರಿ ಶಾಲೆಗಳ ಮೂಲಸೌಕರ್ಯ ಅಭಿವೃದ್ಧಿಗೆ ಆದ್ಯತೆ ನೀಡಲಾಗಿದೆ. ಹೈನುಗಾರರಿಗೆ ಪ್ರೋತ್ಸಾಹಧನ ಮುಂದುವರಿಸಲಾಗಿದೆ ಎಂದು ವಿವರಿಸಿದರು. — [466, 68, 546, 232]
program-block — [197, 639, 274, 683]
